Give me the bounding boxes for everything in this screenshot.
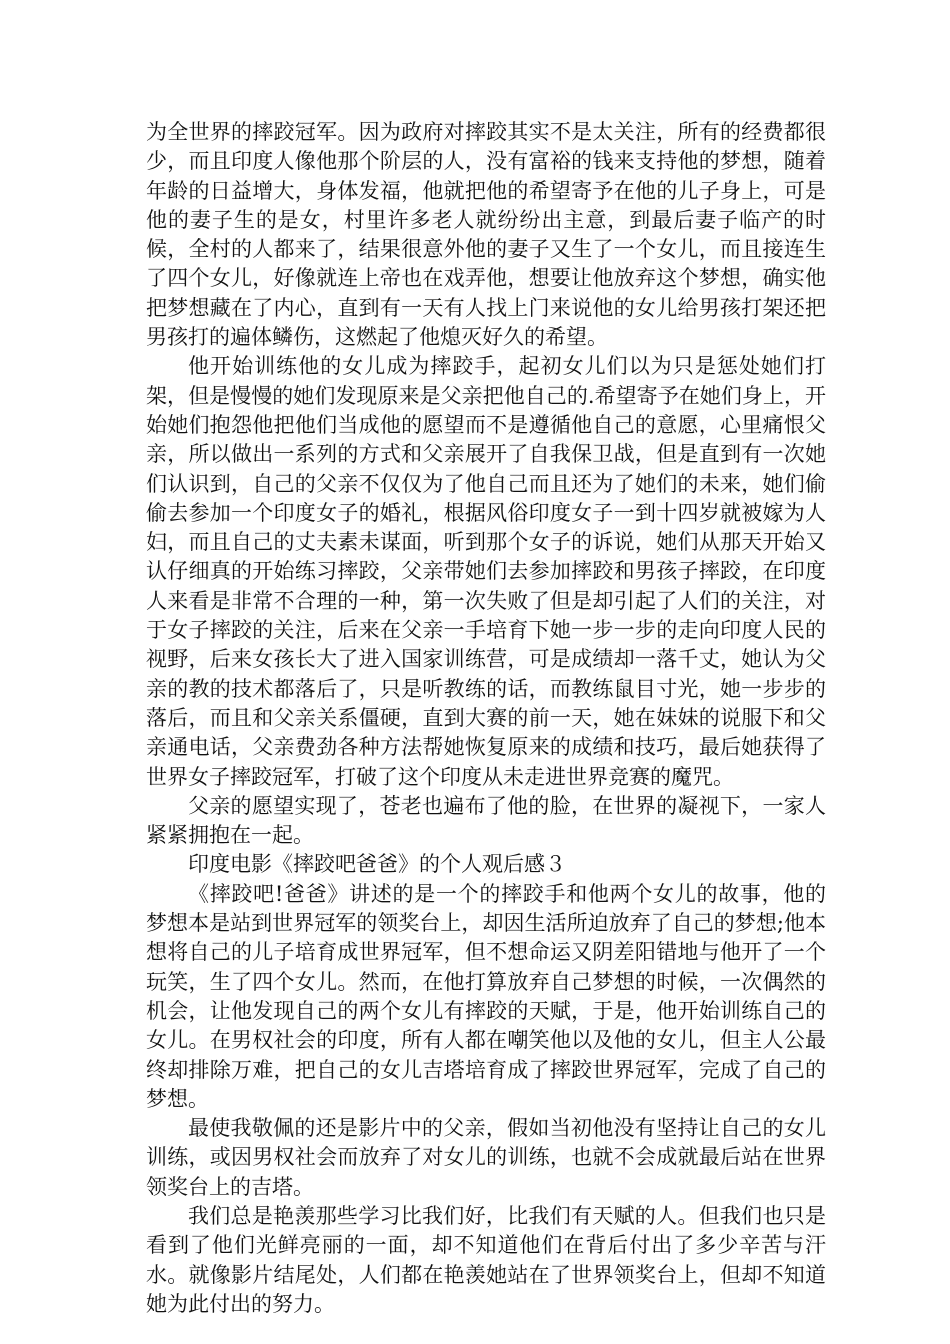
document-body: [146, 118, 826, 1319]
paragraph-7: 我们总是艳羡那些学习比我们好，比我们有天赋的人。但我们也只是看到了他们光鲜亮丽的一面，却不知道他们在背后付出了多少辛苦与汗水。就像影片结尾处，人们都在艳羡她站在了世界领奖台上，但却不知道她为此付出的努力。: [146, 1203, 826, 1316]
paragraph-5: 《摔跤吧!爸爸》讲述的是一个的摔跤手和他两个女儿的故事，他的梦想本是站到世界冠军的领奖台上，却因生活所迫放弃了自己的梦想;他本想将自己的儿子培育成世界冠军，但不想命运又阴差阳错地与他开了一个玩笑，生了四个女儿。然而，在他打算放弃自己梦想的时候，一次偶然的机会，让他发现自己的两个女儿有摔跤的天赋，于是，他开始训练自己的女儿。在男权社会的印度，所有人都在嘲笑他以及他的女儿，但主人公最终却排除万难，把自己的女儿吉塔培育成了摔跤世界冠军，完成了自己的梦想。: [146, 881, 826, 1111]
paragraph-1: 为全世界的摔跤冠军。因为政府对摔跤其实不是太关注，所有的经费都很少，而且印度人像他那个阶层的人，没有富裕的钱来支持他的梦想，随着年龄的日益增大，身体发福，他就把他的希望寄予在他的儿子身上，可是他的妻子生的是女，村里许多老人就纷纷出主意，到最后妻子临产的时候，全村的人都来了，结果很意外他的妻子又生了一个女儿，而且接连生了四个女儿，好像就连上帝也在戏弄他，想要让他放弃这个梦想，确实他把梦想藏在了内心，直到有一天有人找上门来说他的女儿给男孩打架还把男孩打的遍体鳞伤，这燃起了他熄灭好久的希望。: [146, 120, 826, 350]
section-heading: 印度电影《摔跤吧爸爸》的个人观后感３: [188, 852, 566, 877]
paragraph-2: 他开始训练他的女儿成为摔跤手，起初女儿们以为只是惩处她们打架，但是慢慢的她们发现原来是父亲把他自己的.希望寄予在她们身上，开始她们抱怨他把他们当成他的愿望而不是遵循他自己的意愿，心里痛恨父亲，所以做出一系列的方式和父亲展开了自我保卫战，但是直到有一次她们认识到，自己的父亲不仅仅为了他自己而且还为了她们的未来，她们偷偷去参加一个印度女子的婚礼，根据风俗印度女子一到十四岁就被嫁为人妇，而且自己的丈夫素未谋面，听到那个女子的诉说，她们从那天开始又认仔细真的开始练习摔跤，父亲带她们去参加摔跤和男孩子摔跤，在印度人来看是非常不合理的一种，第一次失败了但是却引起了人们的关注，对于女子摔跤的关注，后来在父亲一手培育下她一步一步的走向印度人民的视野，后来女孩长大了进入国家训练营，可是成绩却一落千丈，她认为父亲的教的技术都落后了，只是听教练的话，而教练鼠目寸光，她一步步的落后，而且和父亲关系僵硬，直到大赛的前一天，她在妹妹的说服下和父亲通电话，父亲费劲各种方法帮她恢复原来的成绩和技巧，最后她获得了世界女子摔跤冠军，打破了这个印度从未走进世界竞赛的魔咒。: [146, 354, 826, 789]
paragraph-3: 父亲的愿望实现了，苍老也遍布了他的脸，在世界的凝视下，一家人紧紧拥抱在一起。: [146, 793, 826, 848]
paragraph-6: 最使我敬佩的还是影片中的父亲，假如当初他没有坚持让自己的女儿训练，或因男权社会而放弃了对女儿的训练，也就不会成就最后站在世界领奖台上的吉塔。: [146, 1116, 826, 1199]
